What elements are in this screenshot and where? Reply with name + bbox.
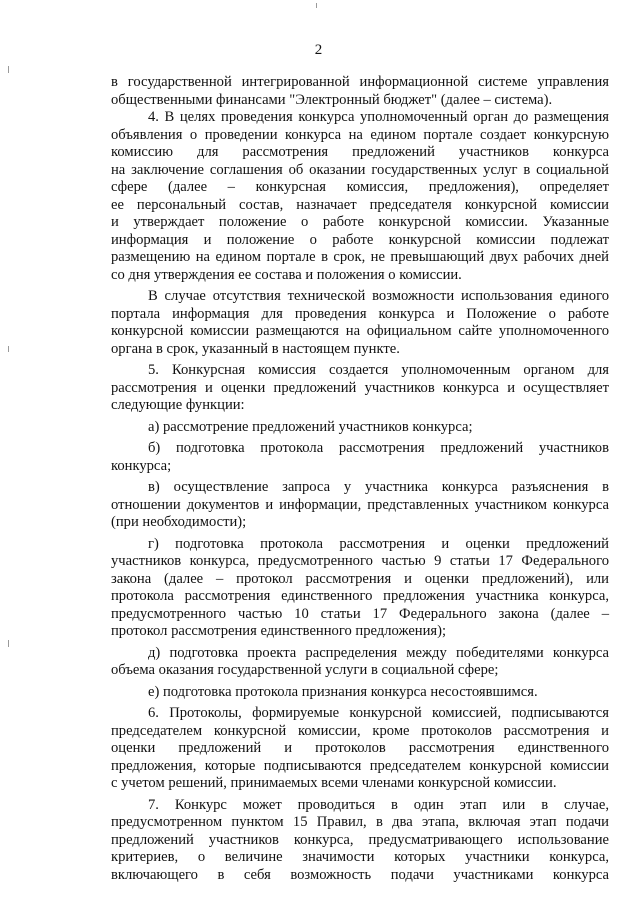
- text-line: со дня утверждения ее состава и положения о комиссии.: [111, 266, 462, 283]
- text-line: предложения, которые подписываются председателем конкурсной комиссии: [111, 757, 609, 774]
- text-line: и утверждает положение о работе конкурсной комиссии. Указанные: [111, 214, 609, 230]
- text-line: общественными финансами "Электронный бюджет" (далее – система).: [111, 91, 553, 108]
- text-line: конкурсной комиссии размещаются на официальном сайте уполномоченного: [111, 323, 609, 339]
- text-line: размещению на едином портале в срок, не превышающий двух рабочих дней: [111, 249, 609, 265]
- text-line: включающего в себя возможность подачи участниками конкурса: [111, 866, 609, 883]
- text-line: в) осуществление запроса у участника конкурса разъяснения в: [148, 479, 609, 495]
- text-line: рассмотрения и оценки предложений участников конкурса и осуществляет: [111, 379, 609, 396]
- text-line: (при необходимости);: [111, 514, 247, 530]
- text-line: критериев, о величине значимости которых участники конкурса,: [111, 849, 609, 865]
- text-line: В случае отсутствия технической возможности использования единого: [148, 288, 609, 304]
- scan-mark: [8, 640, 9, 647]
- scan-mark: [8, 346, 9, 352]
- text-line: на заключение соглашения об оказании государственных услуг в социальной: [111, 161, 609, 178]
- text-line: объявления о проведении конкурса на едином портале создает конкурсную: [111, 126, 609, 143]
- text-line: е) подготовка протокола признания конкурса несостоявшимся.: [148, 683, 538, 700]
- scan-mark: [316, 3, 317, 8]
- document-body: [111, 74, 609, 884]
- text-line: д) подготовка проекта распределения между победителями конкурса: [148, 644, 609, 661]
- text-line: б) подготовка протокола рассмотрения предложений участников: [148, 440, 609, 456]
- text-line: в государственной интегрированной информационной системе управления: [111, 74, 609, 90]
- text-line: конкурса;: [111, 457, 172, 474]
- text-line: 7. Конкурс может проводиться в один этап или в случае,: [148, 796, 609, 813]
- text-line: а) рассмотрение предложений участников конкурса;: [148, 418, 473, 435]
- text-line: 5. Конкурсная комиссия создается уполномоченным органом для: [148, 362, 609, 378]
- text-line: портала информация для проведения конкурса и Положение о работе: [111, 305, 609, 322]
- text-line: объема оказания государственной услуги в социальной сфере;: [111, 662, 499, 678]
- text-line: 6. Протоколы, формируемые конкурсной комиссией, подписываются: [148, 705, 609, 721]
- text-line: предусмотренного частью 10 статьи 17 Федерального закона (далее –: [111, 605, 609, 622]
- text-line: оценки предложений и протоколов рассмотрения единственного: [111, 740, 609, 756]
- text-line: закона (далее – протокол рассмотрения и оценки предложений), или: [111, 570, 609, 587]
- text-line: ее персональный состав, назначает председателя конкурсной комиссии: [111, 196, 609, 213]
- text-line: органа в срок, указанный в настоящем пункте.: [111, 340, 400, 357]
- text-line: комиссию для рассмотрения предложений участников конкурса: [111, 144, 609, 160]
- text-line: председателем конкурсной комиссии, кроме протоколов рассмотрения и: [111, 722, 609, 739]
- text-line: предусмотренном пунктом 15 Правил, в два этапа, включая этап подачи: [111, 814, 609, 830]
- text-line: предложений участников конкурса, предусматривающего использование: [111, 831, 609, 848]
- text-line: с учетом решений, принимаемых всеми членами конкурсной комиссии.: [111, 775, 557, 791]
- page-number: 2: [314, 42, 323, 58]
- text-line: информация и положение о работе конкурсной комиссии подлежат: [111, 231, 609, 248]
- text-line: следующие функции:: [111, 397, 245, 413]
- text-line: сфере (далее – конкурсная комиссия, предложения), определяет: [111, 179, 609, 195]
- text-line: участников конкурса, предусмотренного частью 9 статьи 17 Федерального: [111, 553, 609, 569]
- text-line: протокола рассмотрения единственного предложения участника конкурса,: [111, 588, 609, 604]
- text-line: протокол рассмотрения единственного предложения);: [111, 623, 447, 639]
- text-line: г) подготовка протокола рассмотрения и оценки предложений: [148, 535, 609, 552]
- text-line: отношении документов и информации, представленных участником конкурса: [111, 496, 609, 513]
- scan-mark: [8, 66, 9, 73]
- text-line: 4. В целях проведения конкурса уполномоченный орган до размещения: [148, 109, 609, 125]
